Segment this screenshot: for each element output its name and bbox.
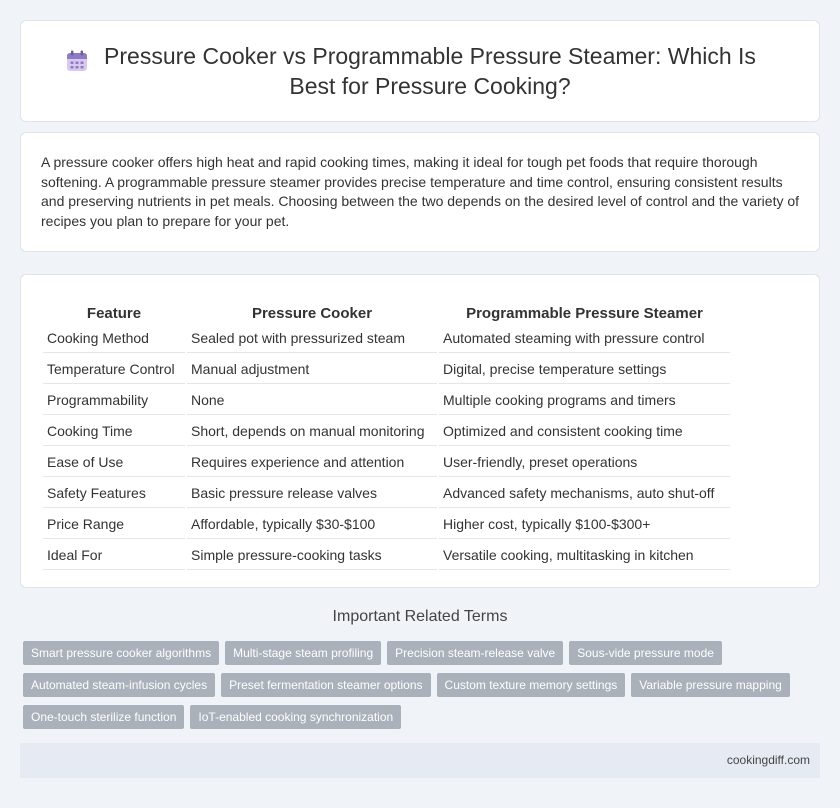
table-cell: Sealed pot with pressurized steam (187, 324, 437, 353)
table-cell: Programmability (43, 386, 185, 415)
table-row (43, 510, 730, 539)
table-cell: Price Range (43, 510, 185, 539)
related-term-tag[interactable]: Custom texture memory settings (437, 673, 626, 697)
page-title: Pressure Cooker vs Programmable Pressure Steamer: Which Is Best for Pressure Cooking? (104, 43, 756, 99)
related-term-tag[interactable]: Multi-stage steam profiling (225, 641, 381, 665)
table-cell: Requires experience and attention (187, 448, 437, 477)
table-cell: Temperature Control (43, 355, 185, 384)
table-cell: Cooking Method (43, 324, 185, 353)
header-programmable-steamer: Programmable Pressure Steamer (466, 305, 703, 322)
table-row (43, 417, 730, 446)
related-term-tag[interactable]: Preset fermentation steamer options (221, 673, 430, 697)
table-cell: User-friendly, preset operations (439, 448, 730, 477)
table-cell: Basic pressure release valves (187, 479, 437, 508)
related-term-tag[interactable]: Precision steam-release valve (387, 641, 563, 665)
related-term-tag[interactable]: Automated steam-infusion cycles (23, 673, 215, 697)
table-cell: Advanced safety mechanisms, auto shut-off (439, 479, 730, 508)
table-row (43, 355, 730, 384)
table-cell: Short, depends on manual monitoring (187, 417, 437, 446)
table-row (43, 448, 730, 477)
table-cell: Safety Features (43, 479, 185, 508)
table-cell: Affordable, typically $30-$100 (187, 510, 437, 539)
table-row (43, 479, 730, 508)
table-row (43, 324, 730, 353)
related-term-tag[interactable]: IoT-enabled cooking synchronization (190, 705, 401, 729)
footer-site-link[interactable]: cookingdiff.com (726, 753, 810, 767)
related-terms-list (23, 641, 823, 737)
header-feature: Feature (86, 305, 142, 322)
related-terms-heading: Important Related Terms (332, 608, 508, 625)
table-row (43, 541, 730, 570)
table-row (43, 386, 730, 415)
related-term-tag[interactable]: Smart pressure cooker algorithms (23, 641, 219, 665)
table-cell: Multiple cooking programs and timers (439, 386, 730, 415)
related-term-tag[interactable]: Variable pressure mapping (631, 673, 790, 697)
table-cell: Versatile cooking, multitasking in kitchen (439, 541, 730, 570)
comparison-card (20, 274, 820, 588)
table-cell: None (187, 386, 437, 415)
intro-paragraph: A pressure cooker offers high heat and rapid cooking times, making it ideal for tough pet foods that require thorough softening. A programmable pressure steamer provides precise temperature and time control, ensuring consistent results and preserving nutrients in pet meals. Choosing between the two depends on the desired level of control and the variety of recipes you plan to prepare for your pet. (41, 154, 800, 229)
table-cell: Higher cost, typically $100-$300+ (439, 510, 730, 539)
header-pressure-cooker: Pressure Cooker (251, 305, 373, 322)
table-cell: Digital, precise temperature settings (439, 355, 730, 384)
table-header-row (43, 297, 730, 322)
table-cell: Ease of Use (43, 448, 185, 477)
title-card (20, 20, 820, 122)
table-cell: Manual adjustment (187, 355, 437, 384)
footer (20, 743, 820, 778)
related-term-tag[interactable]: One-touch sterilize function (23, 705, 184, 729)
calendar-icon (65, 49, 89, 73)
table-cell: Automated steaming with pressure control (439, 324, 730, 353)
comparison-table (41, 295, 732, 572)
table-cell: Cooking Time (43, 417, 185, 446)
table-cell: Ideal For (43, 541, 185, 570)
intro-card (20, 132, 820, 252)
table-cell: Simple pressure-cooking tasks (187, 541, 437, 570)
related-term-tag[interactable]: Sous-vide pressure mode (569, 641, 722, 665)
table-cell: Optimized and consistent cooking time (439, 417, 730, 446)
